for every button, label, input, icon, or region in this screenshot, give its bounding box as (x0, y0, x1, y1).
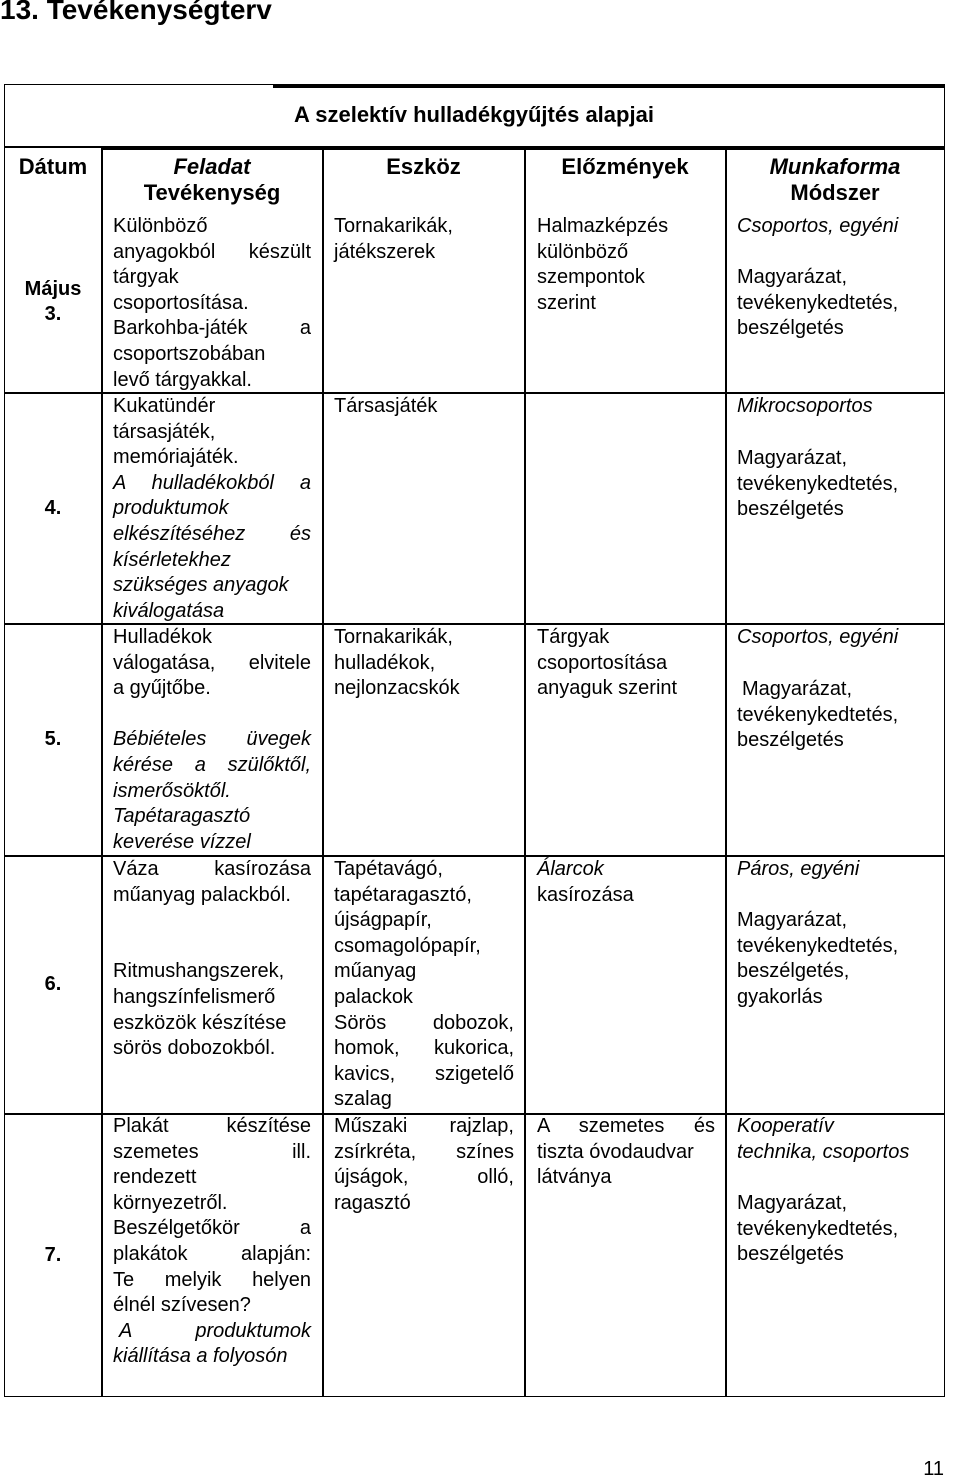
task-line: levő tárgyakkal. (113, 368, 252, 391)
antecedents-cell (537, 1114, 715, 1191)
work-form: Csoportos, egyéni (737, 626, 899, 648)
tools-line: kavics, szigetelő (334, 1062, 514, 1085)
method-line: beszélgetés (737, 729, 844, 752)
antecedents-line: látványa (537, 1166, 612, 1189)
col-divider (101, 146, 103, 1397)
task-line: Te melyik helyen (113, 1268, 311, 1291)
method-line: beszélgetés (737, 498, 844, 521)
work-form: Csoportos, egyéni (737, 215, 899, 237)
method-line: Magyarázat, (742, 678, 853, 700)
task-line: Tapétaragasztó (113, 805, 251, 828)
method-line: beszélgetés (737, 317, 844, 340)
work-form: Mikrocsoportos (737, 395, 873, 417)
method-line: tevékenykedtetés, (737, 934, 899, 957)
task-line: élnél szívesen? (113, 1294, 251, 1317)
work-form-line: Kooperatív (737, 1115, 834, 1137)
header-task: Feladat (173, 154, 251, 179)
header-tools: Eszköz (386, 154, 461, 179)
header-work-form: Munkaforma (769, 154, 901, 179)
method-cell (737, 265, 898, 342)
task-line: produktumok (113, 497, 229, 520)
row-date: 5. (44, 728, 62, 750)
tools-line: zsírkréta, színes (334, 1140, 514, 1163)
task-line: Plakát készítése (113, 1115, 311, 1137)
task-cell (113, 857, 311, 1062)
tools-line: műanyag (334, 960, 417, 983)
task-line: tárgyak (113, 266, 179, 289)
task-line: Barkohba-játék a (113, 317, 311, 340)
tools-line: Tornakarikák, (334, 626, 453, 648)
task-line: társasjáték, (113, 420, 216, 443)
tools-line: nejlonzacskók (334, 677, 460, 700)
task-line: a gyűjtőbe. (113, 677, 211, 700)
tools-line: újságok, olló, (334, 1166, 514, 1189)
task-line: csoportszobában (113, 342, 266, 365)
tools-line: szalag (334, 1088, 392, 1111)
task-line: válogatása, elvitele (113, 651, 311, 674)
task-line: műanyag palackból. (113, 883, 291, 906)
method-cell (737, 1191, 898, 1268)
method-line: Magyarázat, (737, 266, 848, 288)
task-line: elkészítéséhez és (113, 522, 311, 545)
antecedents-line: különböző (537, 240, 629, 263)
method-line: tevékenykedtetés, (737, 291, 899, 314)
method-cell (737, 908, 898, 1010)
antecedents-cell (537, 625, 677, 702)
tools-cell (334, 1114, 514, 1216)
task-line: Különböző (113, 215, 208, 237)
task-line: kiállítása a folyosón (113, 1345, 288, 1368)
antecedents-line: A szemetes és (537, 1115, 715, 1137)
method-line: beszélgetés (737, 1243, 844, 1266)
work-form (737, 1114, 909, 1165)
method-line: tevékenykedtetés, (737, 703, 899, 726)
page-heading: 13. Tevékenységterv (0, 0, 272, 25)
task-line: Hulladékok (113, 626, 212, 648)
work-form-line: technika, csoportos (737, 1140, 910, 1163)
tools-cell (334, 214, 453, 265)
tools-line: tapétaragasztó, (334, 883, 472, 906)
task-line: Bébiételes üvegek (113, 728, 311, 751)
method-line: gyakorlás (737, 985, 823, 1008)
tools-line: Sörös dobozok, (334, 1011, 514, 1034)
task-line: A hulladékokból a (113, 471, 311, 494)
task-line: környezetről. (113, 1191, 228, 1214)
task-line: Kukatündér (113, 395, 216, 417)
antecedents-line: szerint (537, 291, 596, 314)
task-line: hangszínfelismerő (113, 985, 276, 1008)
antecedents-line: Halmazképzés (537, 215, 669, 237)
task-cell (113, 625, 311, 855)
method-line: beszélgetés, (737, 960, 850, 983)
table-title: A szelektív hulladékgyűjtés alapjai (294, 102, 654, 127)
method-line: Magyarázat, (737, 447, 848, 469)
antecedents-line: Álarcok (537, 858, 604, 880)
work-form: Páros, egyéni (737, 858, 860, 880)
task-line: Beszélgetőkör a (113, 1217, 311, 1240)
antecedents-line: anyaguk szerint (537, 677, 678, 700)
task-line: rendezett (113, 1166, 197, 1189)
task-line: szükséges anyagok (113, 574, 289, 597)
tools-line: Tapétavágó, (334, 858, 443, 880)
method-cell (737, 677, 898, 754)
header-method: Módszer (790, 180, 880, 205)
task-line: sörös dobozokból. (113, 1037, 276, 1060)
header-activity: Tevékenység (143, 180, 281, 205)
task-line: kísérletekhez (113, 548, 231, 571)
row-date: 6. (44, 973, 62, 995)
row-date: 7. (44, 1244, 62, 1266)
tools-cell: Társasjáték (334, 395, 438, 417)
task-line: kérése a szülőktől, (113, 753, 311, 776)
tools-line: csomagolópapír, (334, 934, 481, 957)
task-cell (113, 1114, 311, 1370)
method-line: Magyarázat, (737, 1192, 848, 1214)
antecedents-line: szempontok (537, 266, 645, 289)
task-line: csoportosítása. (113, 291, 249, 314)
col-divider (322, 146, 324, 1397)
tools-line: hulladékok, (334, 651, 436, 674)
antecedents-line: tiszta óvodaudvar (537, 1140, 694, 1163)
tools-line: homok, kukorica, (334, 1037, 514, 1060)
task-line: Ritmushangszerek, (113, 960, 285, 983)
task-line: memóriajáték. (113, 446, 239, 469)
task-line: ismerősöktől. (113, 779, 231, 802)
header-date: Dátum (18, 154, 88, 179)
task-line: szemetes ill. (113, 1140, 311, 1163)
col-divider (725, 146, 727, 1397)
task-line: eszközök készítése (113, 1011, 287, 1034)
antecedents-cell (537, 214, 668, 316)
method-line: tevékenykedtetés, (737, 1217, 899, 1240)
task-line: plakátok alapján: (113, 1242, 311, 1265)
method-line: Magyarázat, (737, 909, 848, 931)
tools-line: Műszaki rajzlap, (334, 1115, 514, 1137)
task-line: A produktumok (119, 1319, 311, 1342)
task-line: keverése vízzel (113, 830, 251, 853)
page-number: 11 (923, 1458, 944, 1480)
method-line: tevékenykedtetés, (737, 472, 899, 495)
tools-cell (334, 857, 514, 1113)
antecedents-cell (537, 857, 634, 908)
tools-line: Tornakarikák, (334, 215, 453, 237)
date-month: Május (24, 278, 82, 300)
header-antecedents: Előzmények (561, 154, 689, 179)
tools-cell (334, 625, 460, 702)
tools-line: ragasztó (334, 1191, 411, 1214)
task-line: kiválogatása (113, 599, 225, 622)
method-cell (737, 446, 898, 523)
antecedents-line: kasírozása (537, 883, 634, 906)
date-day: 3. (44, 303, 62, 325)
antecedents-line: Tárgyak (537, 626, 610, 648)
tools-line: játékszerek (334, 240, 436, 263)
tools-line: újságpapír, (334, 909, 432, 932)
task-cell (113, 394, 311, 624)
tools-line: palackok (334, 985, 413, 1008)
task-cell (113, 214, 311, 393)
antecedents-line: csoportosítása (537, 651, 668, 674)
task-line: Váza kasírozása (113, 858, 311, 880)
task-line: anyagokból készült (113, 240, 311, 263)
row-date (4, 277, 102, 327)
col-divider (524, 146, 526, 1397)
row-date: 4. (44, 497, 62, 519)
